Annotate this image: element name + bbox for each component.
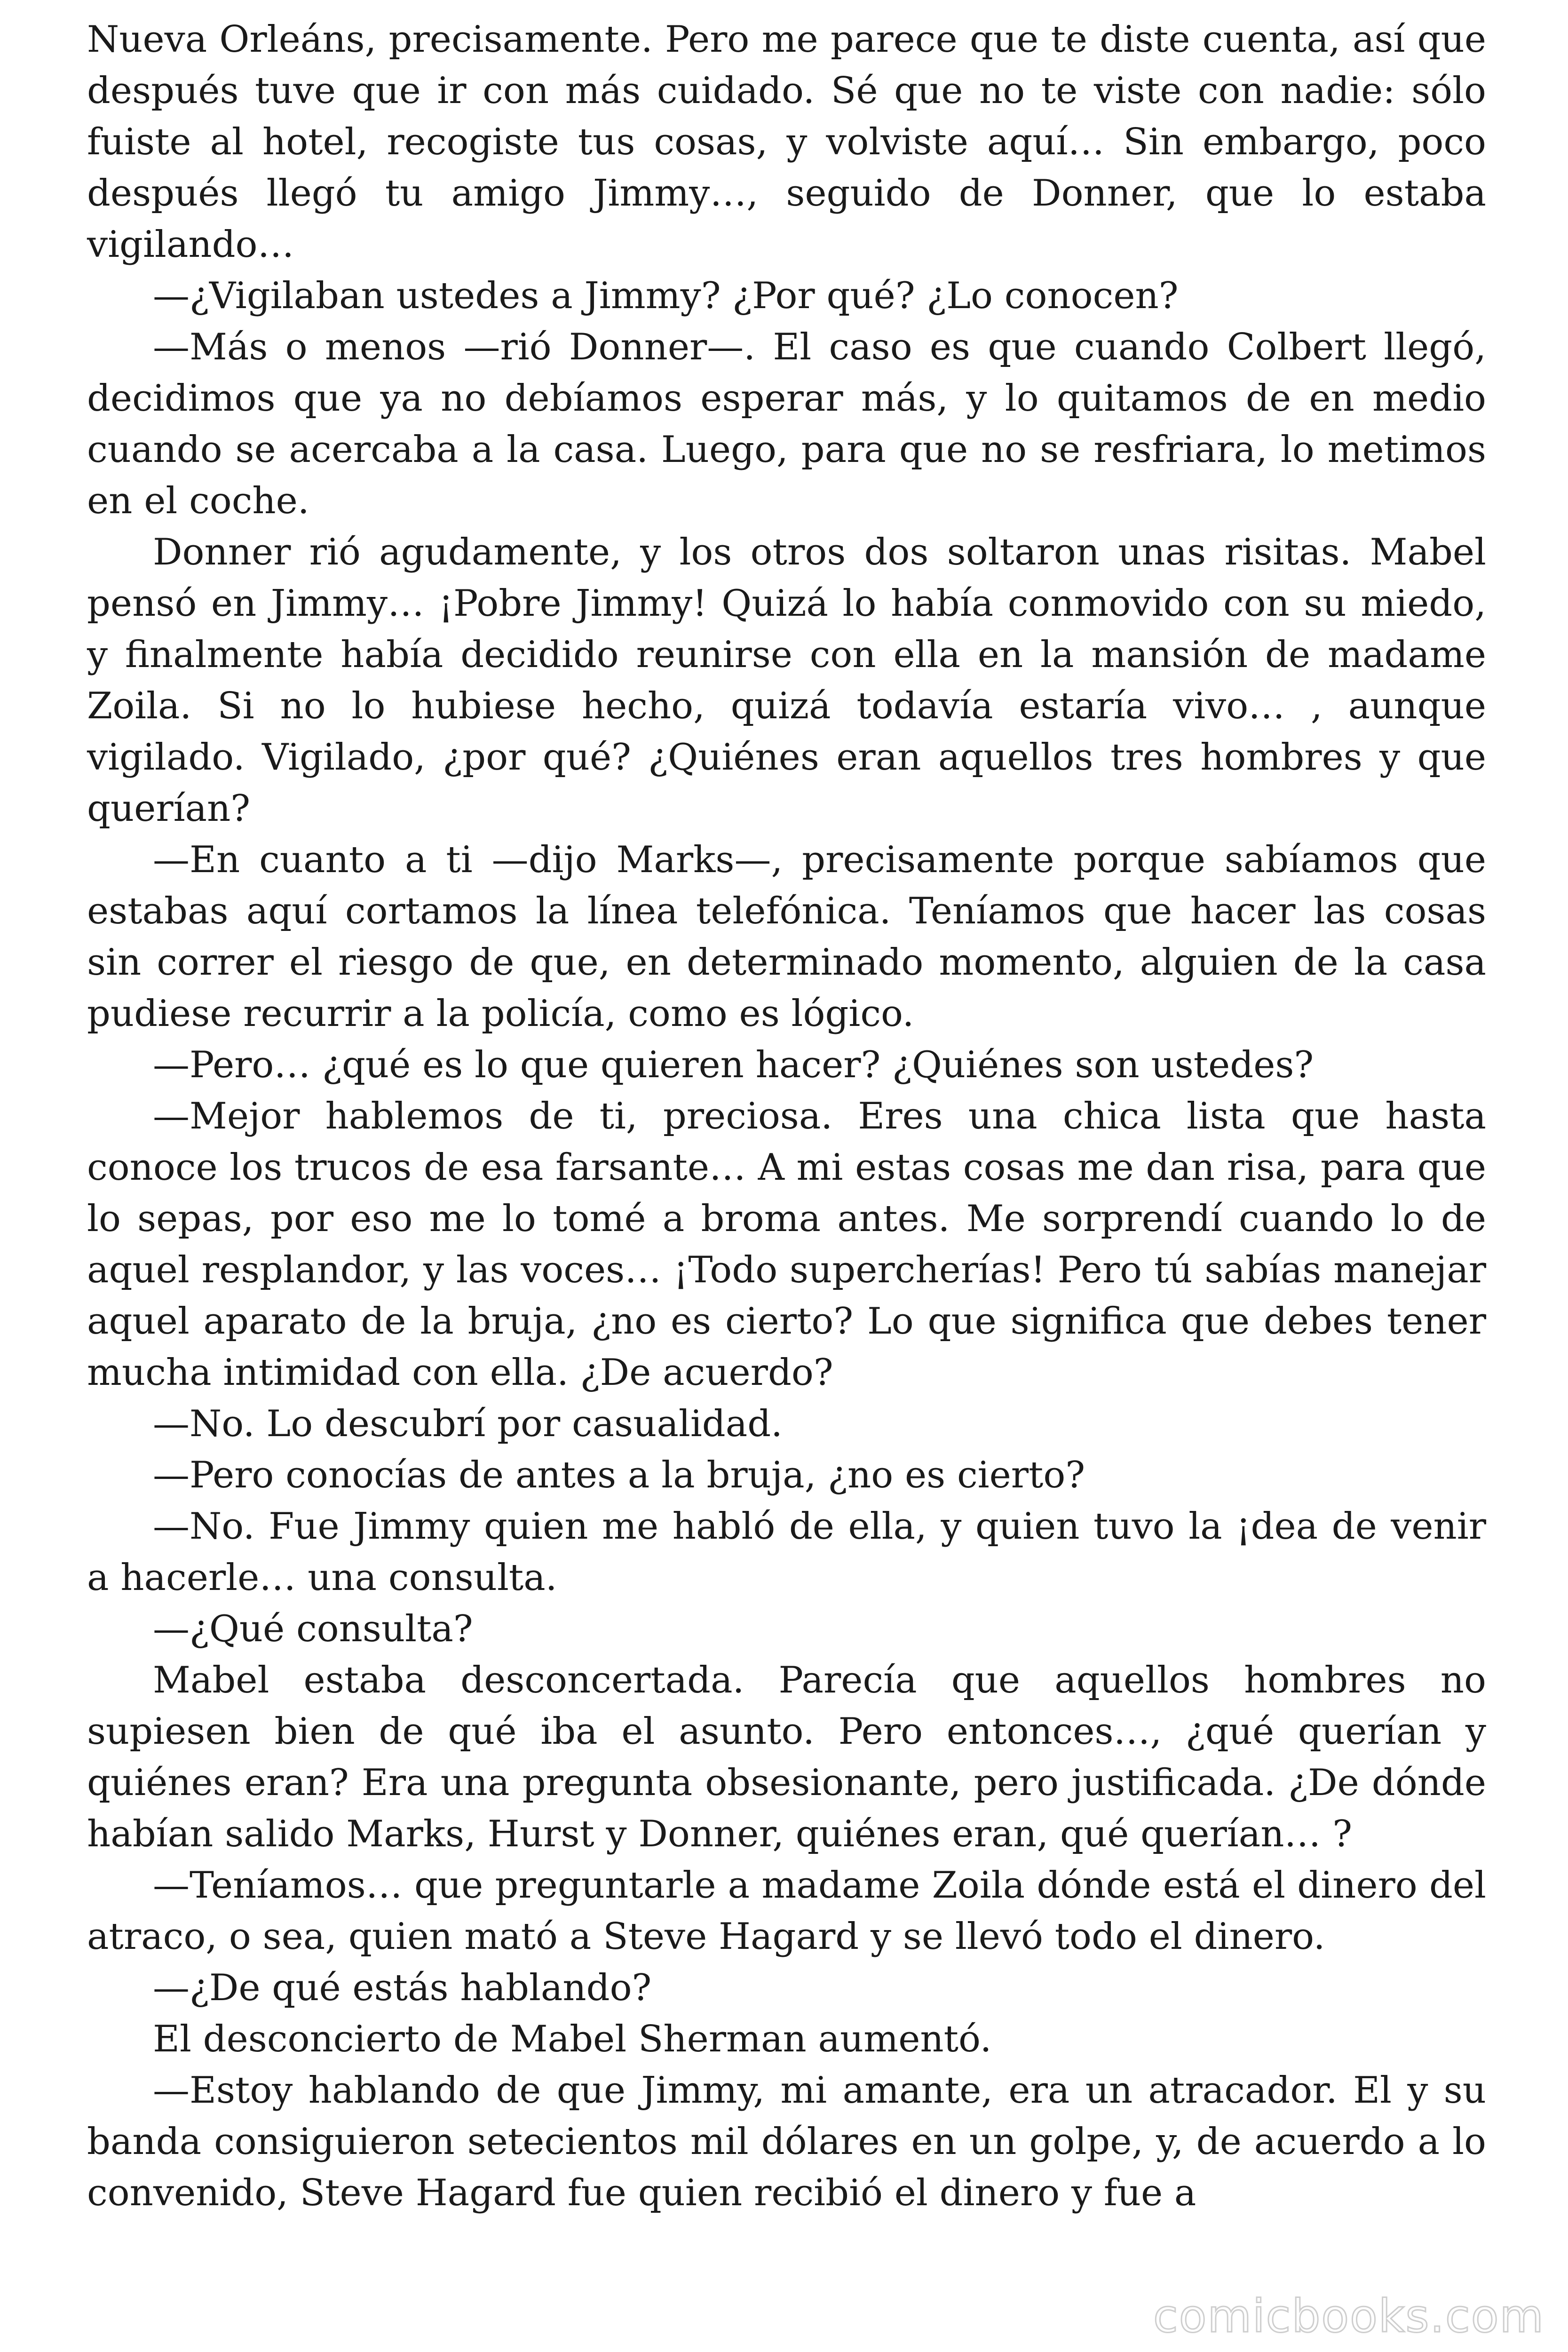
watermark-logo: comicbooks.com xyxy=(1153,2290,1544,2343)
paragraph-narration: Donner rió agudamente, y los otros dos soltaron unas risitas. Mabel pensó en Jimmy… ¡Pobre Jimmy! Quizá lo había conmovido con su miedo, y finalmente había decidido reunirse con ella en la mansión de madame Zoila. Si no lo hubiese hecho, quizá todavía estaría vivo… , aunque vigilado. Vigilado, ¿por qué? ¿Quiénes eran aquellos tres hombres y que querían? xyxy=(87,531,1486,830)
paragraph-dialogue: —No. Fue Jimmy quien me habló de ella, y quien tuvo la ¡dea de venir a hacerle… una consulta. xyxy=(87,1505,1486,1599)
paragraph-dialogue: —¿Vigilaban ustedes a Jimmy? ¿Por qué? ¿Lo conocen? xyxy=(153,275,1179,317)
paragraph-dialogue: —En cuanto a ti —dijo Marks—, precisamente porque sabíamos que estabas aquí cortamos la línea telefónica. Teníamos que hacer las cosas sin correr el riesgo de que, en determinado momento, alguien de la casa pudiese recurrir a la policía, como es lógico. xyxy=(87,839,1486,1035)
paragraph-dialogue: —Más o menos —rió Donner—. El caso es que cuando Colbert llegó, decidimos que ya no debíamos esperar más, y lo quitamos de en medio cuando se acercaba a la casa. Luego, para que no se resfriara, lo metimos en el coche. xyxy=(87,326,1486,522)
paragraph-dialogue: —Estoy hablando de que Jimmy, mi amante, era un atracador. El y su banda consiguieron setecientos mil dólares en un golpe, y, de acuerdo a lo convenido, Steve Hagard fue quien recibió el dinero y fue a xyxy=(87,2069,1486,2214)
paragraph-dialogue: —Mejor hablemos de ti, preciosa. Eres una chica lista que hasta conoce los trucos de esa farsante… A mi estas cosas me dan risa, para que lo sepas, por eso me lo tomé a broma antes. Me sorprendí cuando lo de aquel resplandor, y las voces… ¡Todo supercherías! Pero tú sabías manejar aquel aparato de la bruja, ¿no es cierto? Lo que significa que debes tener mucha intimidad con ella. ¿De acuerdo? xyxy=(87,1095,1486,1394)
paragraph-dialogue: —Pero conocías de antes a la bruja, ¿no es cierto? xyxy=(153,1454,1085,1496)
paragraph-dialogue: —Pero… ¿qué es lo que quieren hacer? ¿Quiénes son ustedes? xyxy=(153,1044,1314,1086)
paragraph-dialogue: —No. Lo descubrí por casualidad. xyxy=(153,1403,783,1445)
paragraph-dialogue: —¿Qué consulta? xyxy=(153,1608,473,1650)
paragraph-narration: El desconcierto de Mabel Sherman aumentó. xyxy=(153,2018,992,2060)
paragraph-narration: Mabel estaba desconcertada. Parecía que aquellos hombres no supiesen bien de qué iba el asunto. Pero entonces…, ¿qué querían y quiénes eran? Era una pregunta obsesionante, pero justificada. ¿De dónde habían salido Marks, Hurst y Donner, quiénes eran, qué querían… ? xyxy=(87,1659,1486,1855)
paragraph-continuation: Nueva Orleáns, precisamente. Pero me parece que te diste cuenta, así que después tuve que ir con más cuidado. Sé que no te viste con nadie: sólo fuiste al hotel, recogiste tus cosas, y volviste aquí… Sin embargo, poco después llegó tu amigo Jimmy…, seguido de Donner, que lo estaba vigilando… xyxy=(87,18,1486,266)
book-page xyxy=(87,14,1486,2219)
paragraph-dialogue: —Teníamos… que preguntarle a madame Zoila dónde está el dinero del atraco, o sea, quien mató a Steve Hagard y se llevó todo el dinero. xyxy=(87,1864,1486,1958)
paragraph-dialogue: —¿De qué estás hablando? xyxy=(153,1967,652,2009)
